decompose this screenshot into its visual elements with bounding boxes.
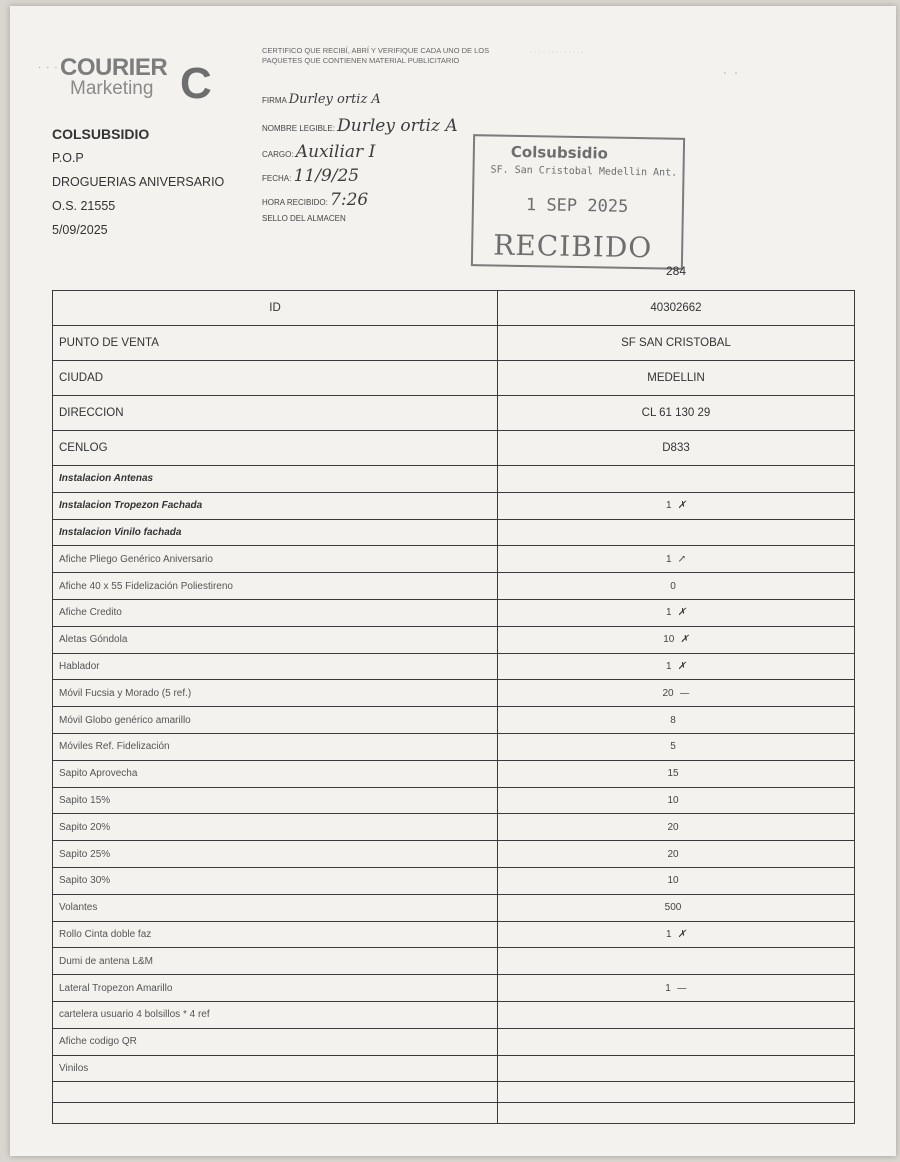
item-quantity: 15 <box>667 768 679 780</box>
document-page <box>10 6 896 1156</box>
check-mark-icon: ✗ <box>680 634 689 646</box>
table-row <box>53 841 855 868</box>
nombre-label: NOMBRE LEGIBLE: <box>262 124 335 133</box>
sello-label: SELLO DEL ALMACEN <box>262 214 346 223</box>
table-row <box>53 1028 855 1055</box>
cargo-label: CARGO: <box>262 150 294 159</box>
item-quantity: 1 <box>666 928 672 940</box>
certification-text: CERTIFICO QUE RECIBÍ, ABRÍ Y VERIFIQUE CADA UNO DE LOS PAQUETES QUE CONTIENEN MATERIAL PUBLICITARIO <box>262 46 490 65</box>
item-quantity-cell <box>498 975 855 1002</box>
item-quantity-cell <box>498 546 855 573</box>
check-mark-icon: ✗ <box>677 928 686 940</box>
item-quantity-cell <box>498 466 855 493</box>
item-quantity-cell <box>498 573 855 600</box>
cargo-field <box>262 142 375 162</box>
stamp-location: SF. San Cristobal Medellin Ant. <box>490 164 678 179</box>
table-row <box>53 546 855 573</box>
stamp-brand: Colsubsidio <box>510 142 609 163</box>
check-mark-icon: — <box>679 687 690 699</box>
stamp-status: RECIBIDO <box>492 228 653 265</box>
empty-cell <box>498 1082 855 1103</box>
table-row <box>53 492 855 519</box>
item-quantity-cell <box>498 921 855 948</box>
table-row <box>53 894 855 921</box>
header-row <box>53 291 855 326</box>
item-quantity: 10 <box>663 634 675 646</box>
item-label: Sapito 30% <box>53 867 498 894</box>
check-mark-icon: ✗ <box>677 500 686 512</box>
table-row <box>53 921 855 948</box>
item-label: Aletas Góndola <box>53 626 498 653</box>
item-quantity-cell <box>498 680 855 707</box>
client-line-campaign: DROGUERIAS ANIVERSARIO <box>52 175 225 189</box>
item-quantity-cell <box>498 492 855 519</box>
table-row <box>53 707 855 734</box>
table-row <box>53 948 855 975</box>
item-label: Móvil Fucsia y Morado (5 ref.) <box>53 680 498 707</box>
item-quantity-cell <box>498 733 855 760</box>
table-row <box>53 975 855 1002</box>
table-row <box>53 733 855 760</box>
item-label: Vinilos <box>53 1055 498 1082</box>
item-label: Rollo Cinta doble faz <box>53 921 498 948</box>
header-value: D833 <box>498 431 855 466</box>
item-quantity: 20 <box>667 821 679 833</box>
item-label: Afiche codigo QR <box>53 1028 498 1055</box>
item-quantity: 10 <box>667 875 679 887</box>
empty-cell <box>53 1103 498 1124</box>
client-date: 5/09/2025 <box>52 223 108 237</box>
item-quantity-cell <box>498 626 855 653</box>
header-label: DIRECCION <box>53 396 498 431</box>
logo-c-icon: C <box>180 59 212 108</box>
header-value: SF SAN CRISTOBAL <box>498 326 855 361</box>
item-label: Sapito 25% <box>53 841 498 868</box>
delivery-table <box>52 290 855 1124</box>
header-row <box>53 431 855 466</box>
hora-value: 7:26 <box>330 190 369 210</box>
table-row <box>53 653 855 680</box>
item-quantity-cell <box>498 599 855 626</box>
client-line-os: O.S. 21555 <box>52 199 116 213</box>
item-quantity-cell <box>498 1055 855 1082</box>
check-mark-icon: ↗ <box>677 553 686 565</box>
fecha-field <box>262 166 359 186</box>
header-label: CIUDAD <box>53 361 498 396</box>
logo-dots: · · · <box>38 62 59 73</box>
table-row <box>53 599 855 626</box>
empty-cell <box>53 1082 498 1103</box>
check-mark-icon: ✗ <box>677 660 686 672</box>
table-row <box>53 867 855 894</box>
item-label: Afiche 40 x 55 Fidelización Poliestireno <box>53 573 498 600</box>
item-quantity: 500 <box>664 902 682 914</box>
item-quantity: 1 <box>666 660 672 672</box>
empty-cell <box>498 1103 855 1124</box>
table-row <box>53 1055 855 1082</box>
nombre-field <box>262 116 458 136</box>
item-quantity-cell <box>498 894 855 921</box>
item-quantity-cell <box>498 867 855 894</box>
courier-marketing-logo <box>38 52 212 112</box>
header-label: CENLOG <box>53 431 498 466</box>
table-row <box>53 760 855 787</box>
hora-label: HORA RECIBIDO: <box>262 198 328 207</box>
item-quantity: 20 <box>662 687 674 699</box>
logo-text-marketing: Marketing <box>70 78 154 99</box>
item-quantity: 10 <box>667 794 679 806</box>
page-number: 284 <box>666 264 687 278</box>
item-label: Instalacion Antenas <box>53 466 498 493</box>
firma-label: FIRMA <box>262 96 287 105</box>
item-quantity: 5 <box>670 741 676 753</box>
table-row <box>53 573 855 600</box>
item-quantity: 1 <box>666 607 672 619</box>
header-label: ID <box>53 291 498 326</box>
faded-copy-text: · · · · · · · · · · · · · <box>530 49 584 56</box>
table-row <box>53 1001 855 1028</box>
item-quantity-cell <box>498 707 855 734</box>
empty-row <box>53 1082 855 1103</box>
item-label: cartelera usuario 4 bolsillos * 4 ref <box>53 1001 498 1028</box>
item-label: Afiche Pliego Genérico Aniversario <box>53 546 498 573</box>
item-label: Sapito 20% <box>53 814 498 841</box>
item-quantity-cell <box>498 653 855 680</box>
header-value: MEDELLIN <box>498 361 855 396</box>
item-quantity-cell <box>498 519 855 546</box>
item-label: Dumi de antena L&M <box>53 948 498 975</box>
faded-copy-logo: · · <box>722 62 739 82</box>
fecha-value: 11/9/25 <box>293 166 360 186</box>
item-label: Sapito 15% <box>53 787 498 814</box>
check-mark-icon: — <box>676 982 687 994</box>
item-label: Móvil Globo genérico amarillo <box>53 707 498 734</box>
check-mark-icon: ✗ <box>677 607 686 619</box>
nombre-value: Durley ortiz A <box>337 116 458 136</box>
table-row <box>53 787 855 814</box>
fecha-label: FECHA: <box>262 174 292 183</box>
client-info <box>52 126 224 247</box>
item-quantity: 1 <box>666 500 672 512</box>
item-quantity: 1 <box>665 982 671 994</box>
item-quantity-cell <box>498 760 855 787</box>
table-row <box>53 814 855 841</box>
header-value: CL 61 130 29 <box>498 396 855 431</box>
header-row <box>53 396 855 431</box>
table-row <box>53 680 855 707</box>
item-label: Volantes <box>53 894 498 921</box>
item-quantity-cell <box>498 1001 855 1028</box>
sello-field <box>262 214 346 223</box>
cargo-value: Auxiliar I <box>295 142 376 162</box>
empty-row <box>53 1103 855 1124</box>
stamp-date: 1 SEP 2025 <box>525 195 629 217</box>
item-quantity-cell <box>498 787 855 814</box>
item-label: Lateral Tropezon Amarillo <box>53 975 498 1002</box>
item-label: Móviles Ref. Fidelización <box>53 733 498 760</box>
client-line-pop: P.O.P <box>52 151 84 165</box>
table-row <box>53 626 855 653</box>
item-label: Instalacion Tropezon Fachada <box>53 492 498 519</box>
item-label: Sapito Aprovecha <box>53 760 498 787</box>
table-row <box>53 519 855 546</box>
client-name: COLSUBSIDIO <box>52 126 150 142</box>
hora-field <box>262 190 368 210</box>
item-quantity-cell <box>498 814 855 841</box>
item-quantity-cell <box>498 1028 855 1055</box>
header-row <box>53 361 855 396</box>
logo-text-courier: COURIER <box>60 54 168 81</box>
received-stamp <box>471 134 685 270</box>
firma-field <box>262 92 381 107</box>
header-row <box>53 326 855 361</box>
item-label: Afiche Credito <box>53 599 498 626</box>
item-quantity-cell <box>498 841 855 868</box>
item-quantity: 20 <box>667 848 679 860</box>
header-value: 40302662 <box>498 291 855 326</box>
item-label: Instalacion Vinilo fachada <box>53 519 498 546</box>
header-label: PUNTO DE VENTA <box>53 326 498 361</box>
item-quantity: 0 <box>670 580 676 592</box>
item-quantity: 8 <box>670 714 676 726</box>
table-row <box>53 466 855 493</box>
item-quantity-cell <box>498 948 855 975</box>
firma-signature: Durley ortiz A <box>288 92 381 107</box>
item-label: Hablador <box>53 653 498 680</box>
item-quantity: 1 <box>666 553 672 565</box>
